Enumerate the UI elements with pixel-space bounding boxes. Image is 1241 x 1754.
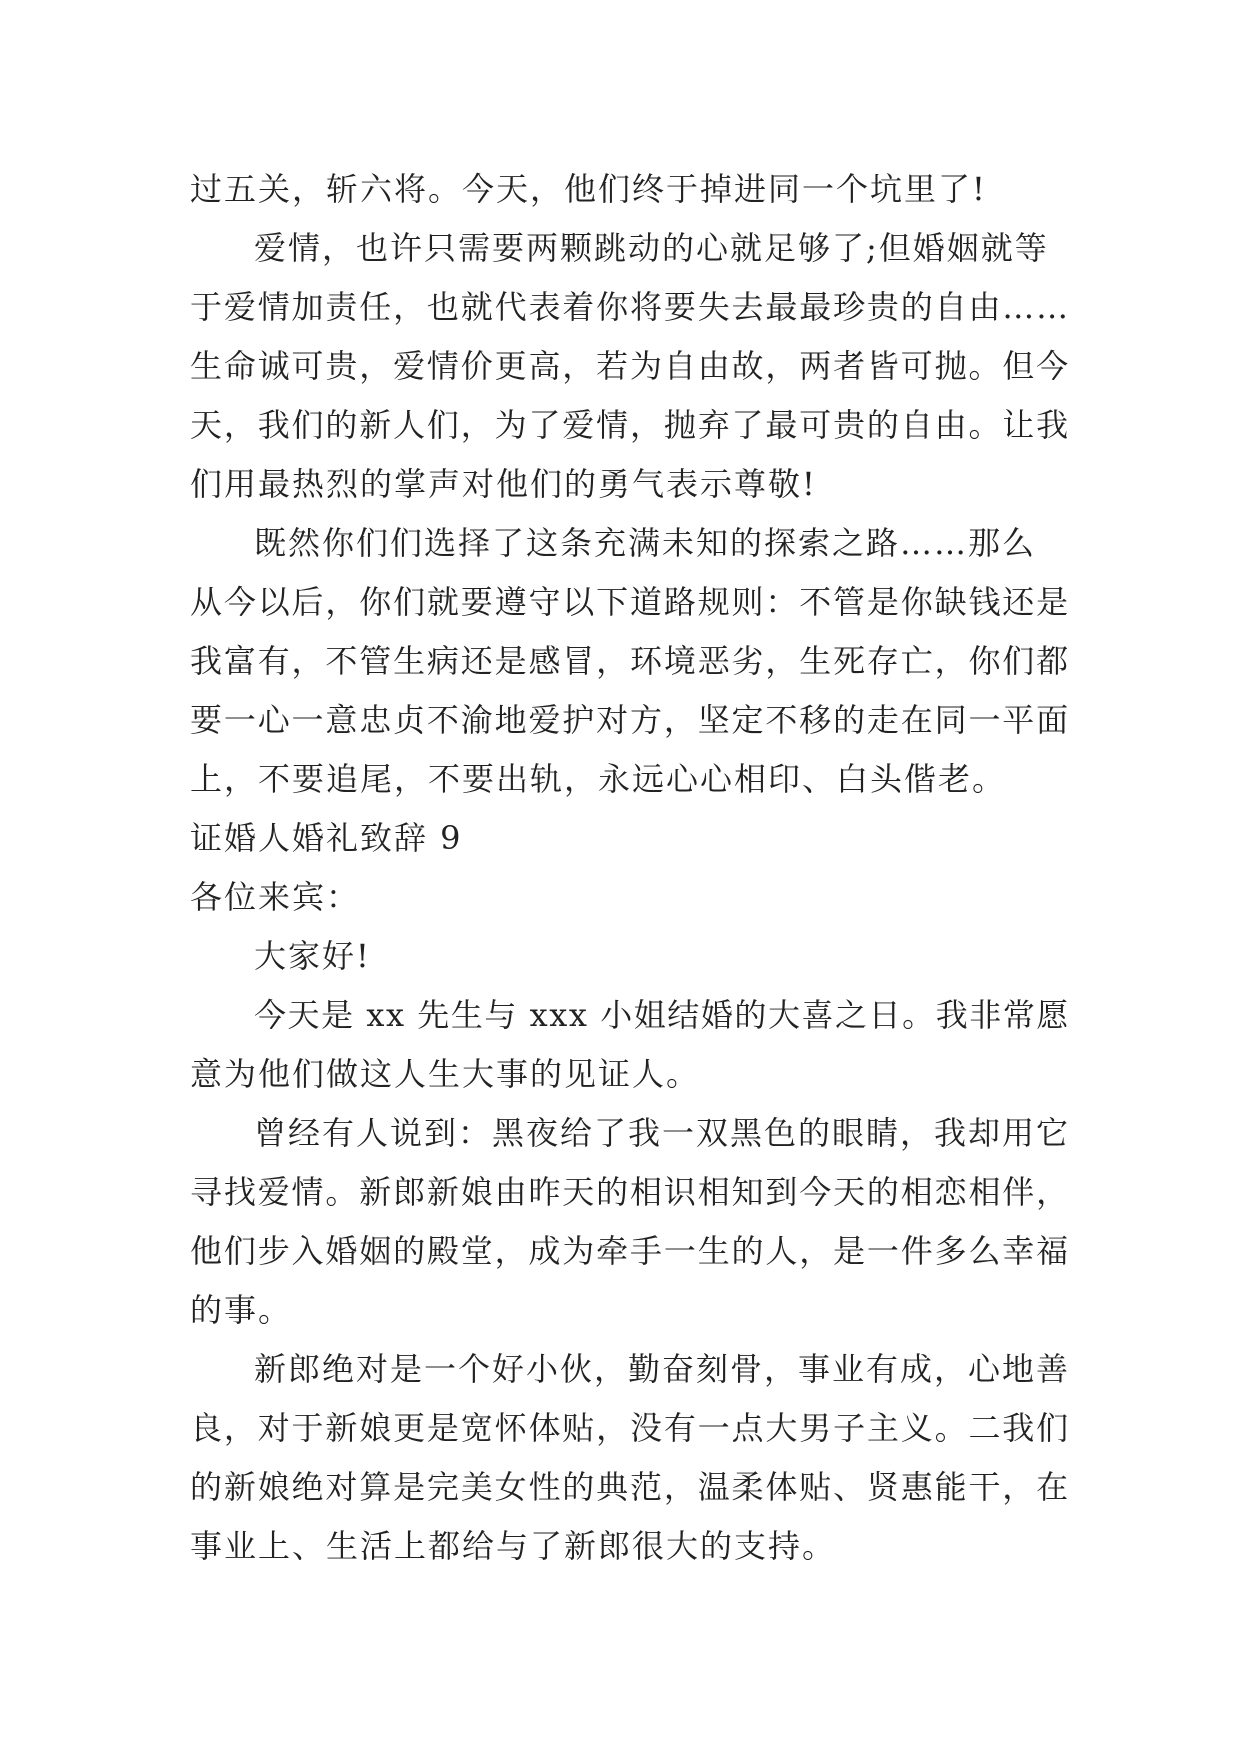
text-line: 新郎绝对是一个好小伙，勤奋刻骨，事业有成，心地善 xyxy=(254,1350,1071,1388)
text-line: 良，对于新娘更是宽怀体贴，没有一点大男子主义。二我们 xyxy=(190,1409,1071,1447)
greeting: 大家好! xyxy=(254,937,371,975)
text-line: 事业上、生活上都给与了新郎很大的支持。 xyxy=(190,1527,837,1565)
text-line: 意为他们做这人生大事的见证人。 xyxy=(190,1055,701,1093)
text-line: 上，不要追尾，不要出轨，永远心心相印、白头偕老。 xyxy=(190,760,1007,798)
section-heading: 证婚人婚礼致辞 9 xyxy=(190,819,463,857)
text-line: 既然你们们选择了这条充满未知的探索之路……那么 xyxy=(254,524,1037,562)
text-line: 生命诚可贵，爱情价更高，若为自由故，两者皆可抛。但今 xyxy=(190,347,1071,385)
text-line: 今天是 xx 先生与 xxx 小姐结婚的大喜之日。我非常愿 xyxy=(254,996,1070,1034)
text-line: 我富有，不管生病还是感冒，环境恶劣，生死存亡，你们都 xyxy=(190,642,1071,680)
salutation: 各位来宾： xyxy=(190,878,361,916)
text-line: 们用最热烈的掌声对他们的勇气表示尊敬! xyxy=(190,465,817,503)
text-line: 寻找爱情。新郎新娘由昨天的相识相知到今天的相恋相伴， xyxy=(190,1173,1071,1211)
text-line: 于爱情加责任，也就代表着你将要失去最最珍贵的自由…… xyxy=(190,288,1071,326)
text-line: 过五关，斩六将。今天，他们终于掉进同一个坑里了! xyxy=(190,170,987,208)
text-line: 要一心一意忠贞不渝地爱护对方，坚定不移的走在同一平面 xyxy=(190,701,1071,739)
text-line: 从今以后，你们就要遵守以下道路规则：不管是你缺钱还是 xyxy=(190,583,1071,621)
text-line: 曾经有人说到：黑夜给了我一双黑色的眼睛，我却用它 xyxy=(254,1114,1071,1152)
text-line: 的新娘绝对算是完美女性的典范，温柔体贴、贤惠能干，在 xyxy=(190,1468,1071,1506)
text-line: 天，我们的新人们，为了爱情，抛弃了最可贵的自由。让我 xyxy=(190,406,1071,444)
text-line: 他们步入婚姻的殿堂，成为牵手一生的人，是一件多么幸福 xyxy=(190,1232,1071,1270)
text-line: 爱情，也许只需要两颗跳动的心就足够了;但婚姻就等 xyxy=(254,229,1049,267)
text-line: 的事。 xyxy=(190,1291,293,1329)
document-body xyxy=(190,160,1070,1576)
